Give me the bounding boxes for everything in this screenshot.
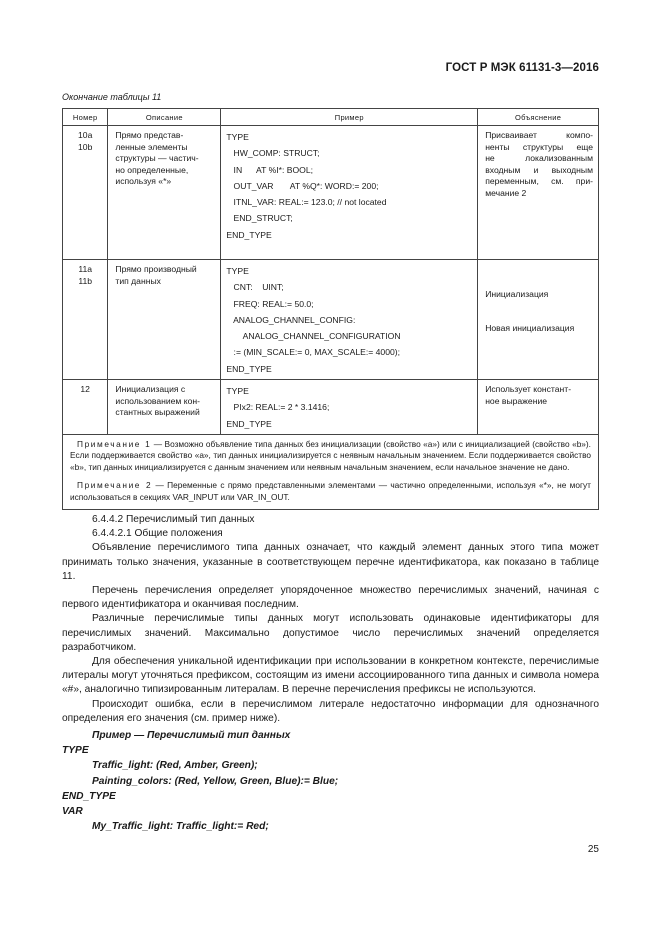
row-number-cell	[63, 380, 108, 435]
code-line: ANALOG_CHANNEL_CONFIGURATION	[226, 331, 401, 342]
row-number-cell	[63, 126, 108, 260]
example-block	[62, 728, 599, 834]
code-line: PIx2: REAL:= 2 * 3.1416;	[226, 402, 330, 413]
table-row	[63, 380, 599, 435]
code-line: CNT: UINT;	[226, 282, 284, 293]
explanation-line: Инициализация	[485, 289, 549, 299]
explanation-line: входным и выходным	[485, 164, 593, 175]
description-line: Прямо представ-	[115, 130, 184, 140]
code-line: END_TYPE	[226, 363, 272, 374]
table-row	[63, 260, 599, 380]
example-line: END_TYPE	[62, 790, 116, 802]
row-number: 11a	[78, 264, 93, 274]
code-line: OUT_VAR AT %Q*: WORD:= 200;	[226, 180, 379, 191]
explanation-cell	[478, 380, 599, 435]
paragraph: Для обеспечения уникальной идентификации при использовании в конкретном контексте, перечислимые литералы могут уточняться префиксом, состоящим из имени ассоциированного типа данных и символа номера «#», аналогично типизированным литералам. В перечне перечисления префиксы не используются.	[62, 656, 599, 696]
example-cell	[221, 260, 478, 380]
table-notes-row	[63, 434, 599, 510]
explanation-cell	[478, 126, 599, 260]
code-line: ANALOG_CHANNEL_CONFIG:	[226, 314, 356, 325]
example-line: My_Traffic_light: Traffic_light:= Red;	[92, 821, 269, 833]
body-text	[62, 513, 599, 834]
code-line: TYPE	[226, 386, 249, 397]
note-2-label: Примечание 2	[77, 480, 153, 491]
description-cell	[108, 380, 221, 435]
description-line: Инициализация с	[115, 384, 186, 395]
page-number: 25	[587, 844, 599, 855]
code-line: := (MIN_SCALE:= 0, MAX_SCALE:= 4000);	[226, 347, 401, 358]
col-header-example: Пример	[221, 109, 478, 126]
code-line: ITNL_VAR: REAL:= 123.0; // not located	[226, 197, 387, 208]
row-number: 10a	[78, 130, 93, 140]
example-cell	[221, 126, 478, 260]
code-line: IN AT %I*: BOOL;	[226, 164, 313, 175]
note-1-label: Примечание 1	[77, 438, 152, 449]
description-line: стантных выражений	[115, 407, 200, 418]
example-line: TYPE	[62, 745, 89, 757]
description-line: использованием кон-	[115, 395, 200, 406]
example-line: VAR	[62, 806, 83, 818]
paragraph: Происходит ошибка, если в перечислимом литерале недостаточно информации для однозначного определения его значения (см. пример ниже).	[62, 698, 599, 724]
explanation-line: мечание 2	[485, 187, 527, 198]
row-number: 10b	[78, 141, 93, 152]
explanation-cell	[478, 260, 599, 380]
row-number: 11b	[78, 275, 93, 286]
description-line: тип данных	[115, 275, 161, 286]
col-header-number: Номер	[63, 109, 108, 126]
data-types-table	[62, 108, 599, 510]
code-line: END_TYPE	[226, 229, 272, 240]
description-cell	[108, 260, 221, 380]
paragraph: Различные перечислимые типы данных могут использовать одинаковые идентификаторы для перечислимых значений. Максимально допустимое число перечислимых значений определяется разработчиком.	[62, 613, 599, 653]
subsection-heading: 6.4.4.2.1 Общие положения	[92, 528, 223, 540]
explanation-line: Присваивает компо-	[485, 130, 593, 140]
table-header-row	[63, 109, 599, 126]
paragraph: Объявление перечислимого типа данных означает, что каждый элемент данных этого типа может принимать только значения, указанные в соответствующем перечне идентификатора, как показано в таблице 11.	[62, 542, 599, 582]
description-line: но определенные,	[115, 164, 189, 175]
table-caption: Окончание таблицы 11	[62, 92, 162, 102]
code-line: END_TYPE	[226, 418, 272, 429]
code-line: TYPE	[226, 132, 249, 142]
example-line: Traffic_light: (Red, Amber, Green);	[92, 760, 258, 772]
notes-cell	[63, 434, 599, 510]
description-line: структуры — частич-	[115, 153, 199, 163]
explanation-line: Использует констант-	[485, 384, 572, 395]
row-number: 12	[80, 384, 90, 395]
explanation-line: Новая инициализация	[485, 322, 575, 333]
example-cell	[221, 380, 478, 435]
description-line: ленные элементы	[115, 141, 188, 152]
description-line: используя «*»	[115, 176, 172, 186]
explanation-line: переменным, см. при-	[485, 176, 593, 186]
code-line: FREQ: REAL:= 50.0;	[226, 298, 314, 309]
standard-header: ГОСТ Р МЭК 61131-3—2016	[445, 62, 599, 74]
paragraph: Перечень перечисления определяет упорядоченное множество перечислимых значений, начиная с первого идентификатора и оканчивая последним.	[62, 585, 599, 611]
code-line: TYPE	[226, 266, 249, 276]
note-2-text: — Переменные с прямо представленными элементами — частично определенными, используя «*», не могут использоваться в секциях VAR_INPUT или VAR_IN_OUT.	[70, 480, 591, 502]
example-line: Painting_colors: (Red, Yellow, Green, Blue):= Blue;	[92, 775, 339, 787]
explanation-line: не локализованным	[485, 153, 593, 163]
table-row	[63, 126, 599, 260]
description-line: Прямо производный	[115, 264, 197, 274]
note-1-text: — Возможно объявление типа данных без инициализации (свойство «а») или с инициализацией (свойство «b»). Если поддерживается свойство «а», тип данных инициализируется с неявным начальным значением. Если поддерживается свойство «b», тип данных инициализируется с данным значением или неявным начальным значением, если начальное значение не дано.	[70, 438, 591, 472]
code-line: END_STRUCT;	[226, 213, 293, 224]
explanation-line: ное выражение	[485, 395, 548, 406]
example-title: Пример — Перечислимый тип данных	[92, 730, 291, 742]
section-heading: 6.4.4.2 Перечислимый тип данных	[92, 514, 255, 525]
code-line: HW_COMP: STRUCT;	[226, 148, 320, 159]
col-header-description: Описание	[108, 109, 221, 126]
row-number-cell	[63, 260, 108, 380]
explanation-line: ненты структуры еще	[485, 141, 593, 152]
description-cell	[108, 126, 221, 260]
note-2	[70, 480, 591, 503]
note-1	[70, 439, 591, 474]
col-header-explanation: Объяснение	[478, 109, 599, 126]
